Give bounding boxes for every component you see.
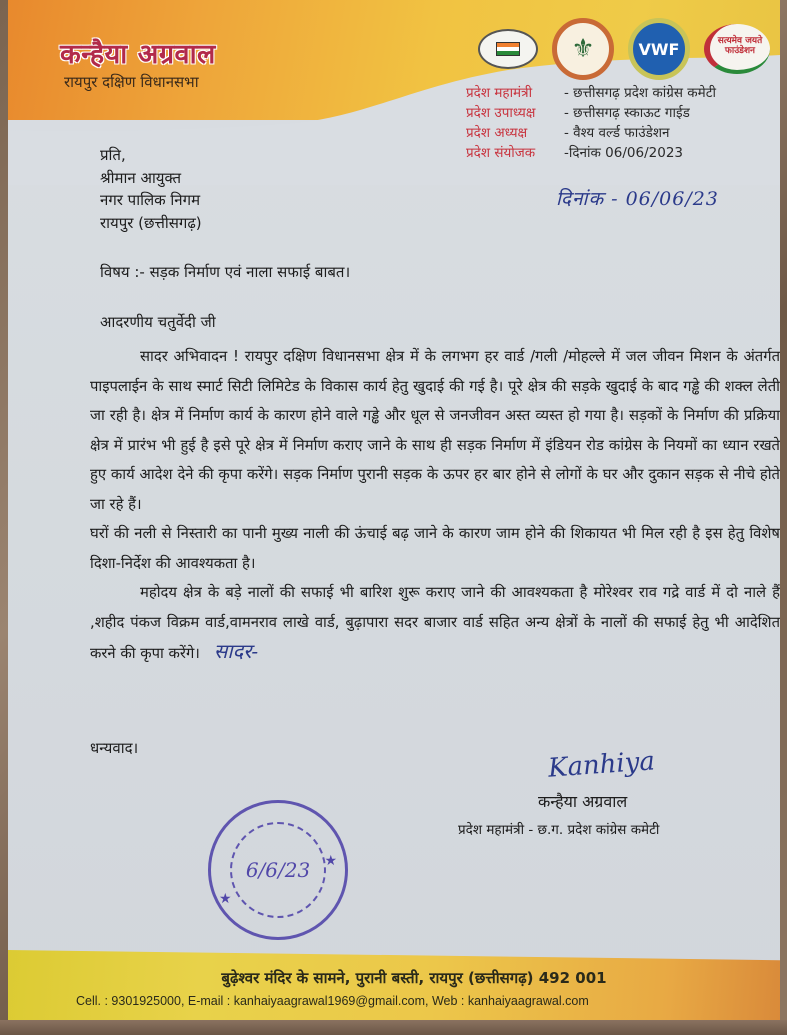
signer-title: प्रदेश महामंत्री - छ.ग. प्रदेश कांग्रेस कमेटी [458, 822, 660, 838]
congress-flag-logo-icon [478, 29, 538, 69]
role-org: - वैश्य वर्ल्ड फाउंडेशन [564, 125, 670, 141]
body-paragraph-text: महोदय क्षेत्र के बड़े नालों की सफाई भी बारिश शुरू कराए जाने की आवश्यकता है मोरेश्वर राव गद्रे वार्ड में दो नाले हैं ,शहीद पंकज विक्रम वार्ड,वामनराव लाखे वार्ड, बुढ़ापारा सदर बाजार वार्ड सहित अन्य क्षेत्रों के नालों की सफाई हेतु भी आदेशित करने की कृपा करेंगे। [90, 584, 780, 662]
letter-body [90, 342, 780, 669]
letter-page [8, 0, 780, 1035]
footer-contact: Cell. : 9301925000, E-mail : kanhaiyaagrawal1969@gmail.com, Web : kanhaiyaagrawal.com [76, 994, 589, 1008]
role-title: प्रदेश अध्यक्ष [466, 125, 528, 141]
seal-date: 6/6/23 [245, 858, 311, 882]
recipient-line: नगर पालिक निगम [100, 191, 201, 209]
body-paragraph: घरों की नली से निस्तारी का पानी मुख्य नाली की ऊंचाई बढ़ जाने के कारण जाम होने की शिकायत भी मिल रही है इस हेतु विशेष दिशा-निर्देश की आवश्यकता है। [90, 525, 780, 572]
salutation: आदरणीय चतुर्वेदी जी [100, 313, 216, 331]
table-surface [0, 1020, 787, 1035]
sarvesh-logo-icon: सत्यमेव जयते फाउंडेशन [704, 24, 770, 74]
vwf-logo-icon: VWF [628, 18, 690, 80]
star-icon: ★ [324, 853, 337, 869]
role-row [466, 123, 716, 143]
footer-address: बुढ़ेश्वर मंदिर के सामने, पुरानी बस्ती, रायपुर (छत्तीसगढ़) 492 001 [221, 969, 607, 987]
letterhead-constituency: रायपुर दक्षिण विधानसभा [64, 73, 199, 91]
role-title: प्रदेश महामंत्री [466, 85, 533, 101]
inline-handwritten-note: सादर- [213, 639, 259, 663]
letterhead-name: कन्हैया अग्रवाल [60, 39, 216, 70]
body-paragraph-last [90, 578, 780, 669]
scout-fleur-de-lis-logo-icon: ⚜ [552, 18, 614, 80]
handwritten-date: दिनांक - 06/06/23 [556, 188, 719, 210]
role-title: प्रदेश संयोजक [466, 145, 536, 161]
seal-inner-ring [230, 822, 326, 918]
recipient-line: रायपुर (छत्तीसगढ़) [100, 213, 202, 232]
role-title: प्रदेश उपाध्यक्ष [466, 105, 536, 121]
signer-name: कन्हैया अग्रवाल [538, 792, 628, 811]
recipient-line: प्रति, [100, 146, 126, 164]
recipient-block [100, 145, 780, 235]
role-org: -दिनांक 06/06/2023 [564, 145, 683, 161]
closing: धन्यवाद। [90, 739, 139, 757]
subject-line: विषय :- सड़क निर्माण एवं नाला सफाई बाबत। [100, 263, 351, 281]
received-seal-stamp [208, 800, 348, 940]
logo-row [478, 18, 770, 80]
role-row [466, 83, 716, 103]
star-icon: ★ [219, 891, 232, 907]
role-org: - छत्तीसगढ़ स्काऊट गाईड [564, 105, 690, 121]
recipient-line: श्रीमान आयुक्त [100, 168, 182, 187]
body-paragraph: सादर अभिवादन ! रायपुर दक्षिण विधानसभा क्षेत्र में के लगभग हर वार्ड /गली /मोहल्ले में जल जीवन मिशन के अंतर्गत पाइपलाईन के साथ स्मार्ट सिटी लिमिटेड के विकास कार्य हेतु खुदाई की गई है। पूरे क्षेत्र की सड़के खुदाई के बाद गड्ढे की शक्ल लेती जा रही है। क्षेत्र में निर्माण कार्य के कारण होने वाले गड्ढे और धूल से जनजीवन अस्त व्यस्त हो गया है। सड़कों के निर्माण की प्रक्रिया क्षेत्र में प्रारंभ भी हुई है इसे पूरे क्षेत्र में निर्माण कराए जाने के साथ ही सड़क निर्माण में इंडियन रोड कांग्रेस के नियमों का ध्यान रखते हुए कार्य आदेश देने की कृपा करेंगे। सड़क निर्माण पुरानी सड़क के ऊपर हर बार होने से लोगों के घर और दुकान सड़क से नीचे होते जा रहे हैं। [90, 348, 780, 513]
role-org: - छत्तीसगढ़ प्रदेश कांग्रेस कमेटी [564, 85, 717, 101]
handwritten-signature: Kanhiya [547, 746, 656, 784]
role-row [466, 103, 716, 123]
